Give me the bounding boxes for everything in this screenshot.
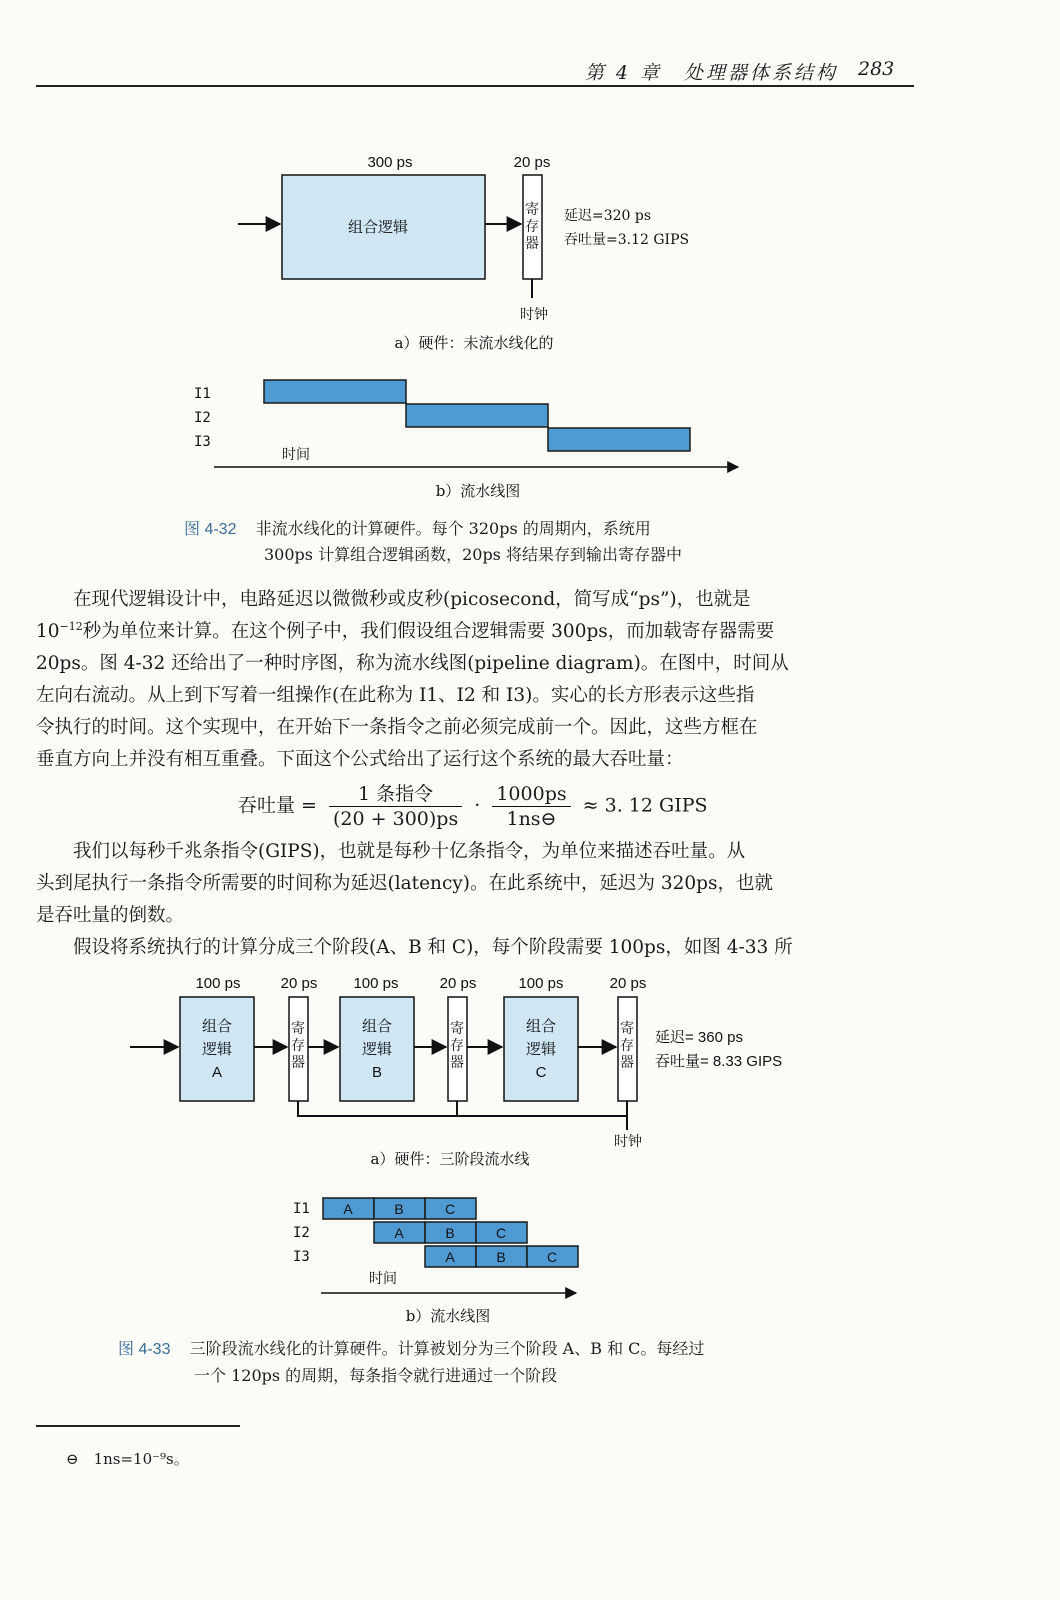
fig33-logic-c-line1: 组合 (525, 1018, 557, 1035)
fig33-i1-stage-b-label: B (394, 1201, 404, 1217)
fig33-reg2-char-3: 器 (450, 1054, 464, 1070)
body1-line4: 左向右流动。从上到下写着一组操作(在此称为 I1、I2 和 I3)。实心的长方形表示这些指 (36, 685, 755, 706)
fig33-i1-stages (323, 1198, 476, 1219)
fig32-latency-label: 延迟=320 ps (564, 208, 652, 224)
fig33-i3-stage-b-label: B (496, 1249, 506, 1265)
page-number: 283 (858, 58, 895, 80)
fig33-stage-a-delay: 100 ps (195, 975, 241, 992)
fig33-i2-stages (374, 1222, 527, 1243)
throughput-formula (238, 782, 708, 831)
fig33-caption-number: 图 4-33 (118, 1341, 171, 1358)
running-header-chapter: 第 4 章 处理器体系结构 (584, 62, 838, 84)
fig32-clock-label: 时钟 (520, 306, 548, 322)
fig33-row-label-i3: I3 (293, 1249, 310, 1265)
fig32-caption (184, 517, 651, 542)
fig33-caption (118, 1337, 704, 1362)
fig33-subcaption-a: a）硬件：三阶段流水线 (370, 1150, 530, 1168)
fig33-logic-a-line1: 组合 (201, 1018, 233, 1035)
fig33-logic-a-line3: A (211, 1064, 223, 1081)
figure-4-33 (0, 965, 1060, 1335)
fig32-subcaption-b: b）流水线图 (435, 482, 521, 500)
fig33-logic-a-line2: 逻辑 (201, 1041, 233, 1058)
fig33-reg1-char-2: 存 (291, 1037, 305, 1053)
fig32-i2-bar (406, 404, 548, 427)
fig33-stage-c-delay: 100 ps (518, 975, 564, 992)
formula-fraction-2-numerator: 1000ps (492, 782, 570, 807)
fig33-reg3-char-3: 器 (620, 1054, 634, 1070)
fig32-logic-label: 组合逻辑 (347, 219, 409, 236)
fig33-latency-label: 延迟= 360 ps (655, 1029, 743, 1046)
fig33-i2-stage-b-label: B (445, 1225, 455, 1241)
fig32-caption-line2: 300ps 计算组合逻辑函数，20ps 将结果存到输出寄存器中 (264, 545, 682, 564)
fig32-pipeline-diagram (194, 380, 738, 500)
fig33-reg2-char-2: 存 (450, 1037, 464, 1053)
fig33-i3-stage-c-label: C (546, 1249, 558, 1265)
body2-line2: 头到尾执行一条指令所需要的时间称为延迟(latency)。在此系统中，延迟为 320ps，也就 (36, 873, 774, 894)
fig33-clock-wires (298, 1101, 627, 1130)
fig32-logic-delay-label: 300 ps (367, 154, 413, 171)
body2-line3: 是吞吐量的倒数。 (36, 905, 185, 926)
fig33-stage-b-delay: 100 ps (353, 975, 399, 992)
fig32-register-char-2: 存 (525, 218, 539, 234)
fig33-time-label: 时间 (369, 1270, 397, 1286)
footnote-rule (36, 1425, 240, 1427)
fig32-register-char-3: 器 (525, 235, 539, 251)
fig33-reg2-char-1: 寄 (450, 1020, 464, 1036)
footnote: ⊖ 1ns=10⁻⁹s。 (66, 1450, 189, 1468)
fig33-caption-line1: 三阶段流水线化的计算硬件。计算被划分为三个阶段 A、B 和 C。每经过 (189, 1339, 705, 1358)
fig32-i3-bar (548, 428, 690, 451)
fig33-logic-c-line2: 逻辑 (525, 1041, 557, 1058)
fig33-reg3-delay: 20 ps (609, 975, 647, 992)
fig32-row-label-i1: I1 (194, 386, 211, 402)
fig33-caption-line2: 一个 120ps 的周期，每条指令就行进通过一个阶段 (194, 1366, 558, 1385)
fig33-clock-label: 时钟 (614, 1133, 642, 1149)
fig33-i3-stages (425, 1246, 578, 1267)
fig33-reg3-char-2: 存 (620, 1037, 634, 1053)
fig33-i1-stage-a-label: A (343, 1201, 353, 1217)
formula-dot: · (474, 794, 481, 817)
fig33-reg1-delay: 20 ps (280, 975, 318, 992)
fig33-i2-stage-c-label: C (495, 1225, 507, 1241)
body2-line1: 我们以每秒千兆条指令(GIPS)，也就是每秒十亿条指令，为单位来描述吞吐量。从 (73, 841, 746, 862)
body2-line4: 假设将系统执行的计算分成三个阶段(A、B 和 C)，每个阶段需要 100ps，如图 4-33 所 (73, 937, 793, 958)
fig32-time-label: 时间 (282, 446, 310, 462)
fig33-reg2-delay: 20 ps (439, 975, 477, 992)
fig33-row-label-i2: I2 (293, 1225, 310, 1241)
formula-fraction-1-numerator: 1 条指令 (329, 782, 462, 807)
fig33-logic-b-line1: 组合 (361, 1018, 393, 1035)
body1-line6: 垂直方向上并没有相互重叠。下面这个公式给出了运行这个系统的最大吞吐量： (36, 749, 684, 770)
body1-line3: 20ps。图 4-32 还给出了一种时序图，称为流水线图(pipeline diagram)。在图中，时间从 (36, 653, 789, 674)
formula-fraction-2-denominator: 1ns⊖ (506, 808, 557, 830)
header-rule (36, 85, 914, 87)
body1-line2: $10^{-12}$秒为单位来计算。在这个例子中，我们假设组合逻辑需要 300ps，而加载寄存器需要 (36, 619, 775, 642)
fig32-register-delay-label: 20 ps (513, 154, 551, 171)
fig33-logic-b-line3: B (371, 1064, 383, 1081)
fig32-row-label-i3: I3 (194, 434, 211, 450)
fig33-hardware-diagram (130, 975, 782, 1168)
fig32-i1-bar (264, 380, 406, 403)
formula-lhs: 吞吐量 = (238, 794, 317, 817)
fig33-logic-c-line3: C (535, 1064, 547, 1081)
fig33-throughput-label: 吞吐量= 8.33 GIPS (655, 1053, 783, 1070)
formula-fraction-2 (492, 782, 570, 831)
fig33-subcaption-b: b）流水线图 (405, 1307, 491, 1325)
formula-result: ≈ 3. 12 GIPS (582, 794, 708, 817)
fig33-pipeline-diagram (293, 1198, 578, 1325)
fig32-register-char-1: 寄 (525, 201, 539, 217)
body1-line1: 在现代逻辑设计中，电路延迟以微微秒或皮秒(picosecond，简写成“ps”)，也就是 (73, 589, 751, 610)
fig33-i1-stage-c-label: C (444, 1201, 456, 1217)
formula-fraction-1 (329, 782, 462, 831)
body-paragraph-2 (36, 836, 910, 964)
fig33-reg1-char-1: 寄 (291, 1020, 305, 1036)
fig33-reg3-char-1: 寄 (620, 1020, 634, 1036)
fig33-logic-b-line2: 逻辑 (361, 1041, 393, 1058)
body-paragraph-1 (36, 584, 910, 776)
fig32-caption-line1: 非流水线化的计算硬件。每个 320ps 的周期内，系统用 (255, 519, 651, 538)
fig32-row-label-i2: I2 (194, 410, 211, 426)
fig33-i3-stage-a-label: A (445, 1249, 455, 1265)
fig32-throughput-label: 吞吐量=3.12 GIPS (564, 232, 690, 248)
fig33-i2-stage-a-label: A (394, 1225, 404, 1241)
fig32-hardware-diagram (238, 154, 689, 352)
fig32-caption-number: 图 4-32 (184, 521, 237, 538)
exponent: −12 (59, 619, 83, 633)
fig33-row-label-i1: I1 (293, 1201, 310, 1217)
fig32-subcaption-a: a）硬件：未流水线化的 (394, 334, 554, 352)
figure-4-32 (0, 140, 1060, 510)
body1-line5: 令执行的时间。这个实现中，在开始下一条指令之前必须完成前一个。因此，这些方框在 (36, 717, 758, 738)
formula-fraction-1-denominator: (20 + 300)ps (333, 808, 459, 830)
fig33-reg1-char-3: 器 (291, 1054, 305, 1070)
